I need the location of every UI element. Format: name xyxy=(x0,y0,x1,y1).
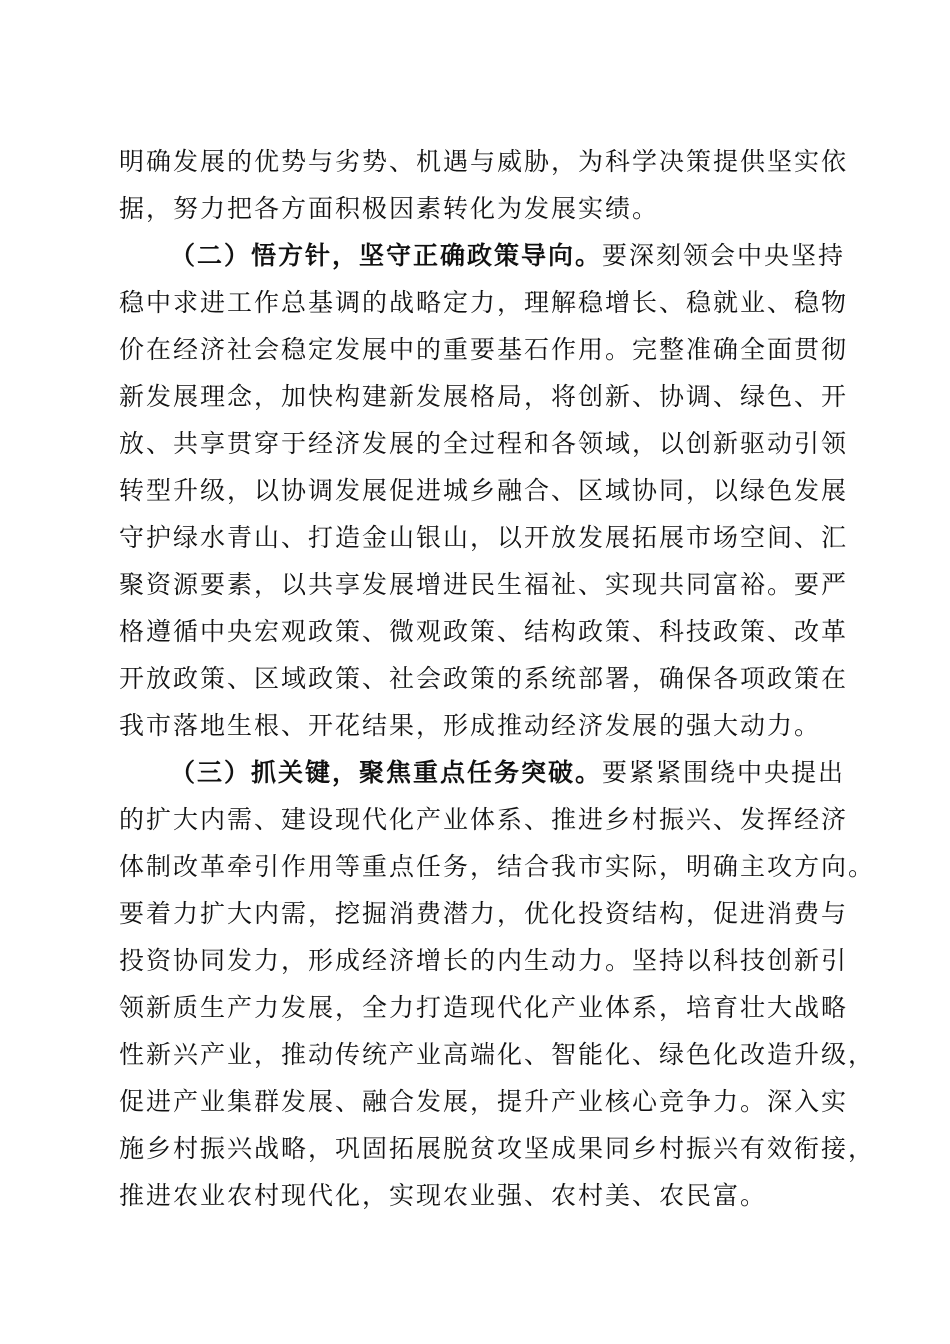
paragraph2-line-8: 格遵循中央宏观政策、微观政策、结构政策、科技政策、改革 xyxy=(119,617,849,646)
paragraph3-first-line-rest: 要紧紧围绕中央提出 xyxy=(602,758,846,787)
paragraph2-line-3: 新发展理念，加快构建新发展格局，将创新、协调、绿色、开 xyxy=(119,382,849,411)
paragraph3-line-6: 性新兴产业，推动传统产业高端化、智能化、绿色化改造升级， xyxy=(119,1040,876,1069)
paragraph3-line-8: 施乡村振兴战略，巩固拓展脱贫攻坚成果同乡村振兴有效衔接， xyxy=(119,1134,876,1163)
paragraph1-line-1: 明确发展的优势与劣势、机遇与威胁，为科学决策提供坚实依 xyxy=(119,147,849,176)
paragraph2-line-10: 我市落地生根、开花结果，形成推动经济发展的强大动力。 xyxy=(119,711,822,740)
paragraph3-line-1: 的扩大内需、建设现代化产业体系、推进乡村振兴、发挥经济 xyxy=(119,805,849,834)
paragraph2-line-1: 稳中求进工作总基调的战略定力，理解稳增长、稳就业、稳物 xyxy=(119,288,849,317)
paragraph3-line-2: 体制改革牵引作用等重点任务，结合我市实际，明确主攻方向。 xyxy=(119,852,876,881)
paragraph2-line-4: 放、共享贯穿于经济发展的全过程和各领域，以创新驱动引领 xyxy=(119,429,849,458)
paragraph3-first-line xyxy=(170,753,845,793)
paragraph1-line-2: 据，努力把各方面积极因素转化为发展实绩。 xyxy=(119,194,660,223)
paragraph2-first-line xyxy=(170,236,845,276)
paragraph2-line-7: 聚资源要素，以共享发展增进民生福祉、实现共同富裕。要严 xyxy=(119,570,849,599)
paragraph3-line-7: 促进产业集群发展、融合发展，提升产业核心竞争力。深入实 xyxy=(119,1087,849,1116)
paragraph3-line-3: 要着力扩大内需，挖掘消费潜力，优化投资结构，促进消费与 xyxy=(119,899,849,928)
paragraph2-line-6: 守护绿水青山、打造金山银山，以开放发展拓展市场空间、汇 xyxy=(119,523,849,552)
paragraph3-line-9: 推进农业农村现代化，实现农业强、农村美、农民富。 xyxy=(119,1181,768,1210)
paragraph2-heading: （二）悟方针，坚守正确政策导向。 xyxy=(170,241,603,270)
paragraph3-line-4: 投资协同发力，形成经济增长的内生动力。坚持以科技创新引 xyxy=(119,946,849,975)
paragraph2-first-line-rest: 要深刻领会中央坚持 xyxy=(602,241,846,270)
paragraph3-line-5: 领新质生产力发展，全力打造现代化产业体系，培育壮大战略 xyxy=(119,993,849,1022)
paragraph3-heading: （三）抓关键，聚焦重点任务突破。 xyxy=(170,758,603,787)
paragraph2-line-5: 转型升级，以协调发展促进城乡融合、区域协同，以绿色发展 xyxy=(119,476,849,505)
paragraph2-line-9: 开放政策、区域政策、社会政策的系统部署，确保各项政策在 xyxy=(119,664,849,693)
paragraph2-line-2: 价在经济社会稳定发展中的重要基石作用。完整准确全面贯彻 xyxy=(119,335,849,364)
